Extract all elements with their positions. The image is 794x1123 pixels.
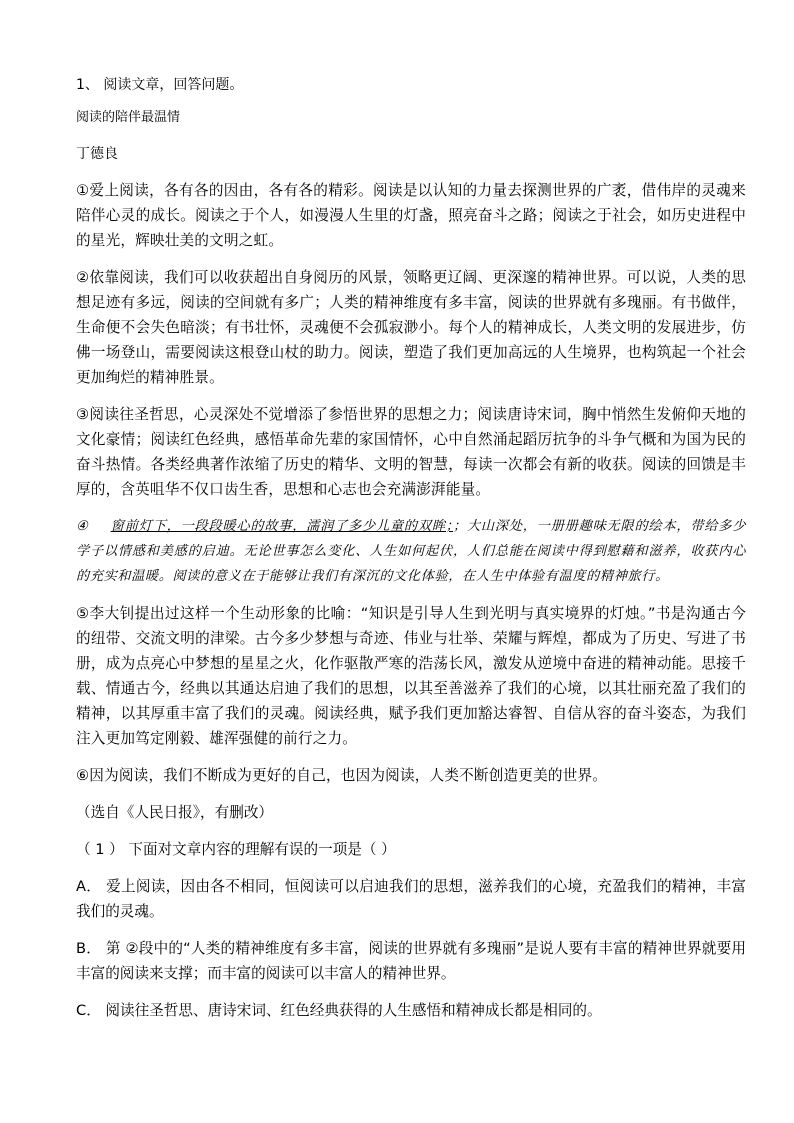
paragraph-4-number: ④: [76, 519, 89, 534]
option-c: C． 阅读往圣哲思、唐诗宋词、红色经典获得的人生感悟和精神成长都是相同的。: [76, 1002, 602, 1019]
option-b: B． 第 ②段中的“人类的精神维度有多丰富，阅读的世界就有多瑰丽”是说人要有丰富的精神世界就要用丰富的阅读来支撑；而丰富的阅读可以丰富人的精神世界。: [76, 940, 746, 982]
paragraph-1: ①爱上阅读，各有各的因由，各有各的精彩。阅读是以认知的力量去探测世界的广袤，借伟岸的灵魂来陪伴心灵的成长。阅读之于个人，如漫漫人生里的灯盏，照亮奋斗之路；阅读之于社会，如历史进程中的星光，辉映壮美的文明之虹。: [76, 182, 746, 249]
paragraph-4-underlined-sentence: 窗前灯下，一段段暖心的故事，濡润了多少儿童的双眸；: [110, 519, 453, 534]
paragraph-2: ②依靠阅读，我们可以收获超出自身阅历的风景，领略更辽阔、更深邃的精神世界。可以说，人类的思想足迹有多远，阅读的空间就有多广；人类的精神维度有多丰富，阅读的世界就有多瑰丽。有书做伴，生命便不会失色暗淡；有书壮怀，灵魂便不会孤寂渺小。每个人的精神成长，人类文明的发展进步，仿佛一场登山，需要阅读这根登山杖的助力。阅读，塑造了我们更加高远的人生境界，也构筑起一个社会更加绚烂的精神胜景。: [76, 269, 746, 386]
option-a: A． 爱上阅读，因由各不相同，恒阅读可以启迪我们的思想，滋养我们的心境，充盈我们的精神，丰富我们的灵魂。: [76, 878, 746, 920]
sub-question-stem: （ 1 ） 下面对文章内容的理解有误的一项是（ ）: [76, 841, 396, 858]
paragraph-6: ⑥因为阅读，我们不断成为更好的自己，也因为阅读，人类不断创造更美的世界。: [76, 767, 608, 784]
question-heading: 1、 阅读文章，回答问题。: [76, 77, 244, 93]
article-title: 阅读的陪伴最温情: [76, 110, 181, 125]
source-note: （选自《人民日报》，有删改）: [76, 804, 274, 821]
paragraph-4-rest: ；大山深处，一册册趣味无限的绘本，带给多少学子以情感和美感的启迪。无论世事怎么变化、人生如何起伏，人们总能在阅读中得到慰藉和滋养，收获内心的充实和温暖。阅读的意义在于能够让我们有深沉的文化体验，在人生中体验有温度的精神旅行。: [76, 519, 746, 584]
article-author: 丁德良: [76, 146, 118, 162]
paragraph-3: ③阅读往圣哲思，心灵深处不觉增添了参悟世界的思想之力；阅读唐诗宋词，胸中悄然生发俯仰天地的文化豪情；阅读红色经典，感悟革命先辈的家国情怀，心中自然涌起蹈厉抗争的斗争气概和为国为民的奋斗热情。各类经典著作浓缩了历史的精华、文明的智慧，每读一次都会有新的收获。阅读的回馈是丰厚的，含英咀华不仅口齿生香，思想和心志也会充满澎湃能量。: [76, 406, 746, 498]
paragraph-5: ⑤李大钊提出过这样一个生动形象的比喻：“知识是引导人生到光明与真实境界的灯烛。”书是沟通古今的纽带、交流文明的津梁。古今多少梦想与奇迹、伟业与壮举、荣耀与辉煌，都成为了历史、写进了书册，成为点亮心中梦想的星星之火，化作驱散严寒的浩荡长风，激发从逆境中奋进的精神动能。思接千载、情通古今，经典以其通达启迪了我们的思想，以其至善滋养了我们的心境，以其壮丽充盈了我们的精神，以其厚重丰富了我们的灵魂。阅读经典，赋予我们更加豁达睿智、自信从容的奋斗姿态，为我们注入更加笃定刚毅、雄浑强健的前行之力。: [76, 605, 746, 747]
paragraph-4: [76, 514, 746, 589]
